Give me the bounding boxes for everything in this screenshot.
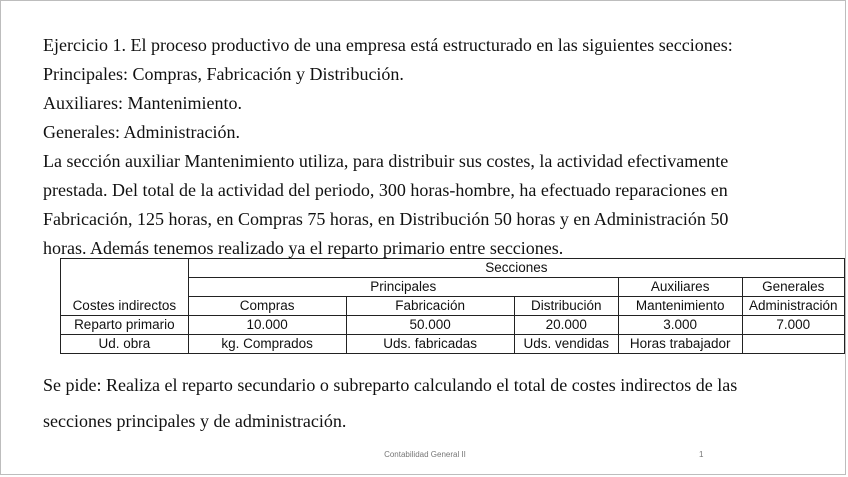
table-cell: kg. Comprados: [188, 335, 346, 354]
table-cell: Reparto primario: [61, 316, 189, 335]
column-header-mantenimiento: Mantenimiento: [618, 297, 742, 316]
table-cell: 3.000: [618, 316, 742, 335]
paragraph-line: prestada. Del total de la actividad del periodo, 300 horas-hombre, ha efectuado reparaciones en: [43, 180, 728, 200]
table-row: [61, 316, 845, 335]
table-row: [61, 335, 845, 354]
table-cell: Uds. vendidas: [514, 335, 618, 354]
table-cell: 50.000: [346, 316, 514, 335]
question-line: Se pide: Realiza el reparto secundario o subreparto calculando el total de costes indirectos de las: [43, 375, 738, 395]
paragraph-line: Generales: Administración.: [43, 122, 240, 142]
column-header-distribucion: Distribución: [514, 297, 618, 316]
question-line: secciones principales y de administración.: [43, 411, 347, 431]
column-header-fabricacion: Fabricación: [346, 297, 514, 316]
table-header-secciones: Secciones: [188, 259, 844, 278]
column-header-compras: Compras: [188, 297, 346, 316]
table-cell: 7.000: [742, 316, 844, 335]
group-header-generales: Generales: [742, 278, 844, 297]
table-cell: Horas trabajador: [618, 335, 742, 354]
paragraph-line: Auxiliares: Mantenimiento.: [43, 93, 242, 113]
table-cell: Uds. fabricadas: [346, 335, 514, 354]
table-cell: Ud. obra: [61, 335, 189, 354]
footer-text: Contabilidad General II: [384, 450, 466, 459]
table-cell: [742, 335, 844, 354]
column-header-costes-indirectos: Costes indirectos: [72, 298, 177, 313]
group-header-principales: Principales: [188, 278, 618, 297]
group-header-auxiliares: Auxiliares: [618, 278, 742, 297]
exercise-statement: [43, 31, 833, 263]
paragraph-line: Principales: Compras, Fabricación y Distribución.: [43, 64, 404, 84]
paragraph-line: La sección auxiliar Mantenimiento utiliza, para distribuir sus costes, la actividad efectivamente: [43, 151, 729, 171]
question-block: [43, 367, 833, 439]
paragraph-line: Fabricación, 125 horas, en Compras 75 horas, en Distribución 50 horas y en Administración 50: [43, 209, 729, 229]
table-cell: 20.000: [514, 316, 618, 335]
paragraph-line: Ejercicio 1. El proceso productivo de una empresa está estructurado en las siguientes secciones:: [43, 35, 733, 55]
page-number: 1: [699, 450, 704, 459]
table-cell: 10.000: [188, 316, 346, 335]
costs-table: [60, 258, 845, 354]
paragraph-line: horas. Además tenemos realizado ya el reparto primario entre secciones.: [43, 238, 564, 258]
table-header-corner: [61, 259, 189, 316]
table-header-row-sections: [61, 259, 845, 278]
column-header-administracion: Administración: [742, 297, 844, 316]
